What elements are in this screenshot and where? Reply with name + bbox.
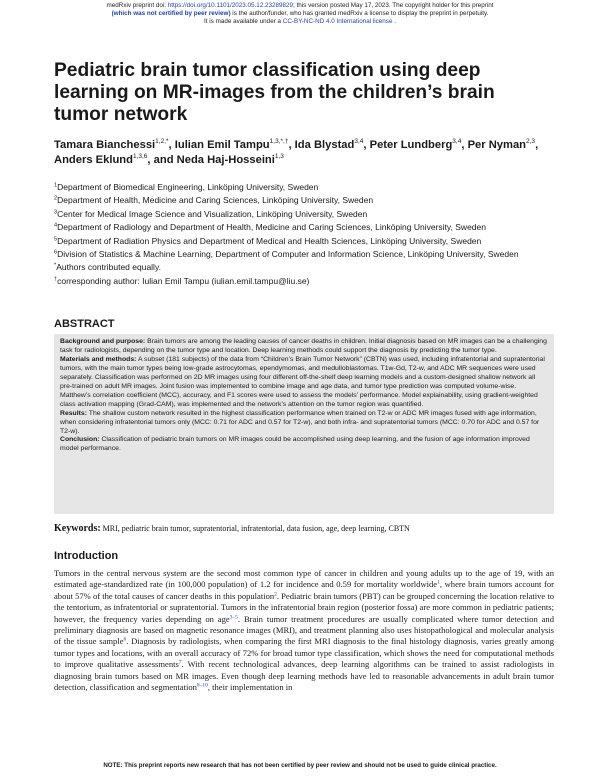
intro-text: , their implementation in: [207, 682, 293, 693]
author-name: Neda Haj-Hosseini: [176, 154, 275, 166]
affiliation: [54, 195, 554, 207]
author-name: Ida Blystad: [294, 139, 355, 151]
affiliation-text: corresponding author: Iulian Emil Tampu (iulian.emil.tampu@liu.se): [57, 275, 310, 286]
intro-text: . Diagnosis by radiologists, when comparing the first MRI diagnosis to the final histology diagnosis, varies greatly among tumor types and locations, with an overall accuracy of 72% for broad tumor type classification, which shows the need for computational methods to improve qualitative assessments: [54, 636, 554, 670]
paper-title: Pediatric brain tumor classification using deep learning on MR-images from the children’s brain tumor network: [54, 60, 495, 125]
preprint-header: [0, 2, 600, 27]
header-license-text: is the author/funder, who has granted medRxiv a license to display the preprint in perpetuity.: [230, 10, 489, 18]
author-affiliation-sup: 3,4: [354, 138, 364, 145]
keywords-label: Keywords:: [54, 523, 101, 534]
author-affiliation-sup: 1,2,*: [155, 138, 169, 145]
abstract-section: [60, 436, 548, 454]
affiliation-text: Department of Biomedical Engineering, Linköping University, Sweden: [57, 182, 319, 192]
author-separator: ,: [288, 139, 295, 151]
abstract-heading: ABSTRACT: [54, 318, 115, 330]
author-name: Peter Lundberg: [369, 139, 453, 151]
abstract-box: [54, 334, 554, 514]
citation-ref[interactable]: 7: [178, 659, 182, 666]
affiliation-text: Authors contributed equally.: [56, 262, 161, 273]
abstract-section: [60, 356, 548, 410]
intro-text: Tumors in the central nervous system are the second most common type of cancer in children and young adults up to the age of 19, with an estimated age-standardized rate (in 100,000 population) of 1.2 for incidence and 0.59 for mortality worldwide: [54, 568, 554, 590]
not-certified-note: (which was not certified by peer review): [111, 10, 231, 18]
affiliation: [54, 262, 554, 274]
affiliation-text: Center for Medical Image Science and Visualization, Linköping University, Sweden: [57, 208, 368, 219]
intro-text: . Brain tumor treatment procedures are usually complicated where tumor detection and preliminary diagnosis are based on magnetic resonance images (MRI), and treatment planning also uses histopathological and molecular analysis of the tissue sample: [54, 613, 554, 647]
header-period: .: [392, 18, 396, 26]
header-prefix: medRxiv preprint doi:: [106, 2, 168, 9]
author-name: Anders Eklund: [54, 154, 133, 166]
author-affiliation-sup: 2,3: [526, 138, 536, 145]
author-separator: ,: [363, 139, 370, 151]
author-separator: ,: [461, 139, 468, 151]
abstract-section-text: The shallow custom network resulted in the highest classification performance when trained on T2-w or ADC MR images fused with age information, when considering infratentorial tumors only (MCC: 0.71 for ADC and 0.57 for T2-w), and both infra- and supratentorial tumors (MCC: 0.70 for ADC and 0.57 for T2-w).: [60, 409, 540, 435]
header-available: It is made available under a: [204, 18, 283, 26]
abstract-section-label: Results:: [60, 409, 88, 417]
abstract-section: [60, 410, 548, 437]
affiliation: [54, 209, 554, 221]
affiliation-text: Department of Radiation Physics and Department of Medical and Health Sciences, Linköping University, Sweden: [57, 235, 482, 246]
affiliation-marker: *: [54, 262, 57, 269]
citation-ref[interactable]: 3–5: [229, 614, 238, 621]
author-list: [54, 138, 554, 168]
affiliation: [54, 276, 554, 288]
intro-text: . Pediatric brain tumors (PBT) can be grouped concerning the location relative to the tentorium, as infratentorial or supratentorial. Tumors in the infratentorial brain region (posterior fossa) are more common in pediatric patients; however, the frequency varies depending on age: [54, 590, 554, 624]
author-separator: ,: [535, 139, 539, 151]
affiliation-text: Department of Radiology and Department of Health, Medicine and Caring Sciences, Linköping University, Sweden: [57, 222, 486, 233]
abstract-section-label: Materials and methods:: [60, 355, 137, 363]
citation-ref[interactable]: 1: [437, 579, 440, 586]
author-affiliation-sup: 1,3,*,†: [269, 138, 289, 145]
author-affiliation-sup: 1,3: [274, 153, 284, 160]
intro-text: . With recent technological advances, deep learning algorithms can be trained to assist radiologists in diagnosing brain tumors based on MR images. Even though deep learning methods have led to reasonable advancements in adult brain tumor detection, classification and segmentation: [54, 659, 554, 693]
citation-ref[interactable]: 6: [123, 636, 127, 643]
abstract-section-label: Background and purpose:: [60, 338, 146, 345]
keywords: [54, 523, 554, 534]
affiliation-marker: 6: [54, 249, 58, 256]
author-name: Iulian Emil Tampu: [174, 139, 270, 151]
affiliation: [54, 236, 554, 248]
affiliation-marker: 1: [54, 182, 58, 189]
keywords-text: MRI, pediatric brain tumor, supratentorial, infratentorial, data fusion, age, deep learning, CBTN: [100, 524, 410, 533]
author-affiliation-sup: 1,3,6: [132, 153, 148, 160]
abstract-section: [60, 338, 548, 356]
header-posted: ; this version posted May 17, 2023. The copyright holder for this preprint: [293, 2, 494, 9]
affiliation-marker: 5: [54, 236, 58, 243]
affiliation-marker: 4: [54, 222, 58, 229]
introduction-paragraph: [54, 568, 554, 693]
affiliation: [54, 222, 554, 234]
abstract-section-text: Brain tumors are among the leading causes of cancer deaths in children. Initial diagnosis based on MR images can be a challenging task for radiologists, depending on the tumor type and location. Deep learning methods could support the diagnosis by predicting the tumor type.: [60, 338, 547, 354]
abstract-section-label: Conclusion:: [60, 436, 100, 444]
header-line-2: [0, 10, 600, 18]
author-affiliation-sup: 3,4: [452, 138, 462, 145]
author-name: Per Nyman: [467, 139, 527, 151]
author-separator: , and: [147, 154, 177, 166]
footer-note: NOTE: This preprint reports new research that has not been certified by peer review and should not be used to guide clinical practice.: [103, 762, 497, 769]
affiliation-text: Department of Health, Medicine and Caring Sciences, Linköping University, Sweden: [57, 195, 374, 206]
affiliation: [54, 249, 554, 261]
affiliation-marker: †: [54, 276, 58, 283]
affiliation: [54, 182, 554, 194]
doi-link[interactable]: https://doi.org/10.1101/2023.05.12.23289829: [167, 2, 294, 9]
affiliation-marker: 2: [54, 195, 58, 202]
header-line-1: [0, 2, 600, 10]
affiliation-list: [54, 182, 554, 289]
affiliation-text: Division of Statistics & Machine Learning, Department of Computer and Information Science, Linköping University, Sweden: [57, 248, 519, 259]
author-name: Tamara Bianchessi: [54, 139, 156, 151]
citation-ref[interactable]: 8–10: [196, 682, 208, 689]
abstract-section-text: Classification of pediatric brain tumors on MR images could be accomplished using deep learning, and the fusion of age information improved model performance.: [60, 436, 530, 453]
license-link[interactable]: CC-BY-NC-ND 4.0 International license: [282, 18, 393, 26]
affiliation-marker: 3: [54, 209, 58, 216]
header-line-3: [0, 18, 600, 26]
introduction-heading: Introduction: [54, 550, 119, 562]
author-separator: ,: [168, 139, 175, 151]
abstract-section-text: A subset (181 subjects) of the data from “Children’s Brain Tumor Network” (CBTN) was used, including infratentorial and supratentorial tumors, with the main tumor types being low-grade astrocytomas, ependymomas, and medulloblastomas. T1w-Gd, T2-w, and ADC MR sequences were used separately. Classification was performed on 2D MR images using four different off-the-shelf deep learning models and a custom-designed shallow network all pre-trained on adult MR images. Joint fusion was implemented to combine image and age data, and tumor type prediction was computed volume-wise. Matthew’s correlation coefficient (MCC), accuracy, and F1 scores were used to assess the models’ performance. Model explainability, using gradient-weighted class activation mapping (Grad-CAM), was implemented and the network’s attention on the tumor region was quantified.: [60, 355, 545, 408]
intro-text: , where brain tumors account for about 57% of the total causes of cancer deaths in this population: [54, 579, 554, 601]
citation-ref[interactable]: 2: [274, 591, 277, 598]
